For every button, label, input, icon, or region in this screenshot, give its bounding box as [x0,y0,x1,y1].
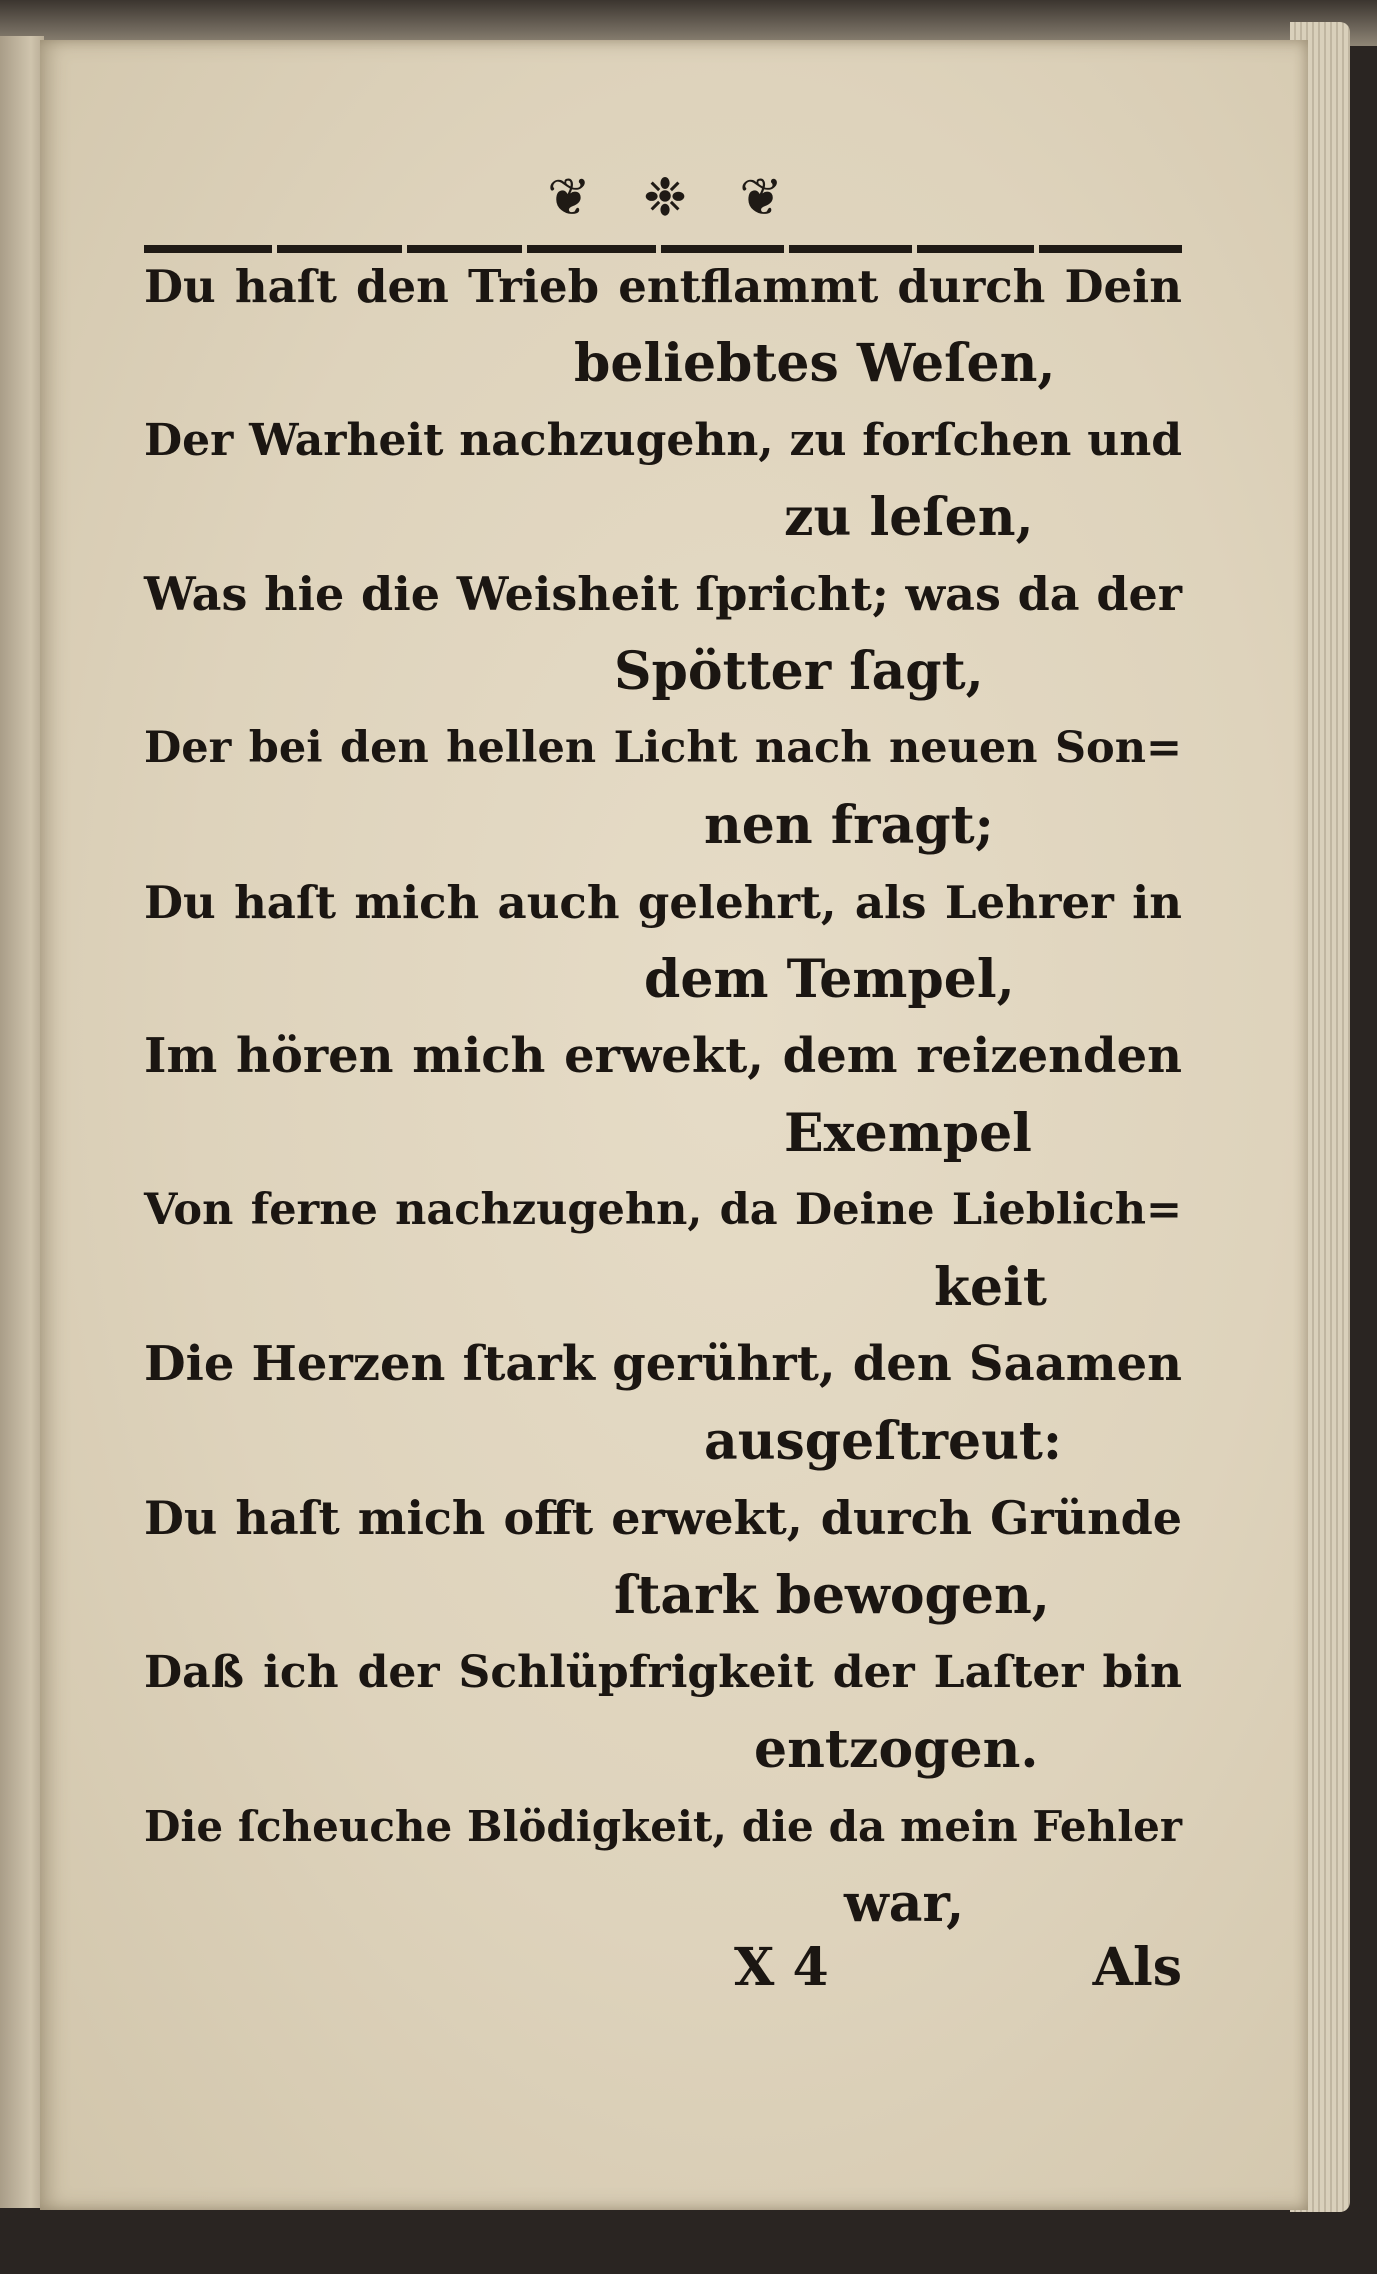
verse-continuation: Exempel [784,1103,1032,1164]
verse-line: Du haſt mich offt erwekt, durch Gründe [144,1491,1182,1545]
verse-continuation: war, [844,1873,965,1934]
verse-continuation: Spötter ſagt, [614,641,984,702]
facing-page-edge [0,36,44,2208]
verse-line: Der Warheit nachzugehn, zu forſchen und [144,415,1182,466]
book-page [40,40,1308,2210]
verse-continuation: dem Tempel, [644,949,1015,1010]
verse-line: Du haſt den Trieb entflammt durch Dein [144,260,1182,313]
signature-mark: X 4 [734,1937,829,1998]
verse-line: Du haſt mich auch gelehrt, als Lehrer in [144,876,1182,929]
page-footer [144,1933,1182,2003]
verse-continuation: zu leſen, [784,487,1034,548]
verse-continuation: entzogen. [754,1719,1039,1780]
verse-continuation: ausgeſtreut: [704,1411,1063,1472]
verse-line: Die Herzen ſtark gerührt, den Saamen [144,1336,1182,1392]
verse-continuation: keit [934,1257,1047,1318]
catchword: Als [1092,1937,1182,1998]
verse-continuation: beliebtes Weſen, [574,333,1056,394]
verse-line: Von ferne nachzugehn, da Deine Lieblich= [144,1185,1182,1235]
verse-line: Der bei den hellen Licht nach neuen Son= [144,723,1182,773]
verse-continuation: ſtark bewogen, [614,1565,1050,1626]
verse-line: Die ſcheuche Blödigkeit, die da mein Fehler [144,1802,1182,1851]
verse-continuation: nen fragt; [704,795,994,856]
verse-line: Daß ich der Schlüpfrigkeit der Laſter bin [144,1647,1182,1698]
header-ornament: ❦ ❉ ❦ [547,168,801,228]
poem-text [144,248,1182,1942]
verse-line: Im hören mich erwekt, dem reizenden [144,1028,1182,1084]
verse-line: Was hie die Weisheit ſpricht; was da der [144,567,1182,621]
